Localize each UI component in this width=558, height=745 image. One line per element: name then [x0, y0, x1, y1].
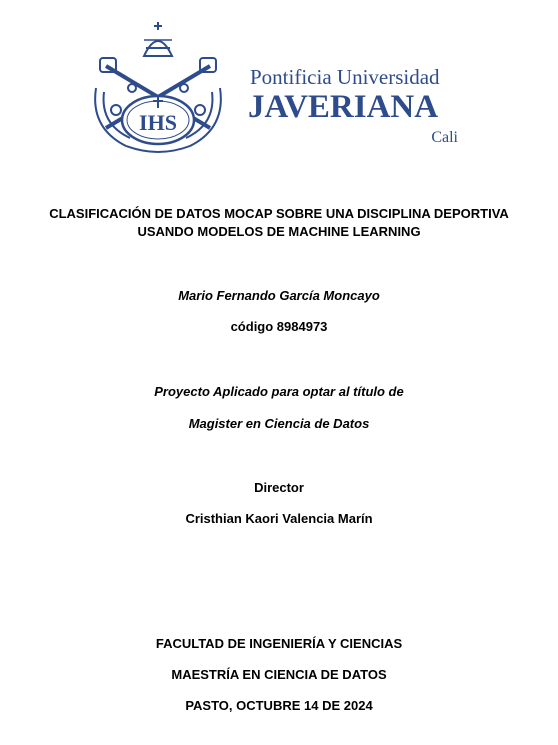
purpose-line-1: Proyecto Aplicado para optar al título de	[154, 384, 404, 399]
logo-monogram: IHS	[139, 110, 177, 135]
author-code: código 8984973	[230, 319, 328, 334]
director-label: Director	[254, 480, 304, 495]
thesis-title-line-1: CLASIFICACIÓN DE DATOS MOCAP SOBRE UNA DISCIPLINA DEPORTIVA	[49, 206, 509, 221]
logo-line-2: JAVERIANA	[248, 89, 439, 125]
university-logo	[86, 18, 466, 168]
thesis-title-line-2: USANDO MODELOS DE MACHINE LEARNING	[137, 224, 421, 239]
logo-line-3: Cali	[431, 129, 458, 146]
faculty-name: FACULTAD DE INGENIERÍA Y CIENCIAS	[155, 636, 403, 651]
purpose-line-2: Magister en Ciencia de Datos	[188, 416, 370, 431]
program-name: MAESTRÍA EN CIENCIA DE DATOS	[171, 667, 387, 682]
logo-line-1: Pontificia Universidad	[250, 65, 440, 89]
place-date: PASTO, OCTUBRE 14 DE 2024	[185, 698, 373, 713]
director-name: Cristhian Kaori Valencia Marín	[185, 511, 373, 526]
university-seal-icon	[86, 18, 466, 168]
author-name: Mario Fernando García Moncayo	[178, 288, 380, 303]
